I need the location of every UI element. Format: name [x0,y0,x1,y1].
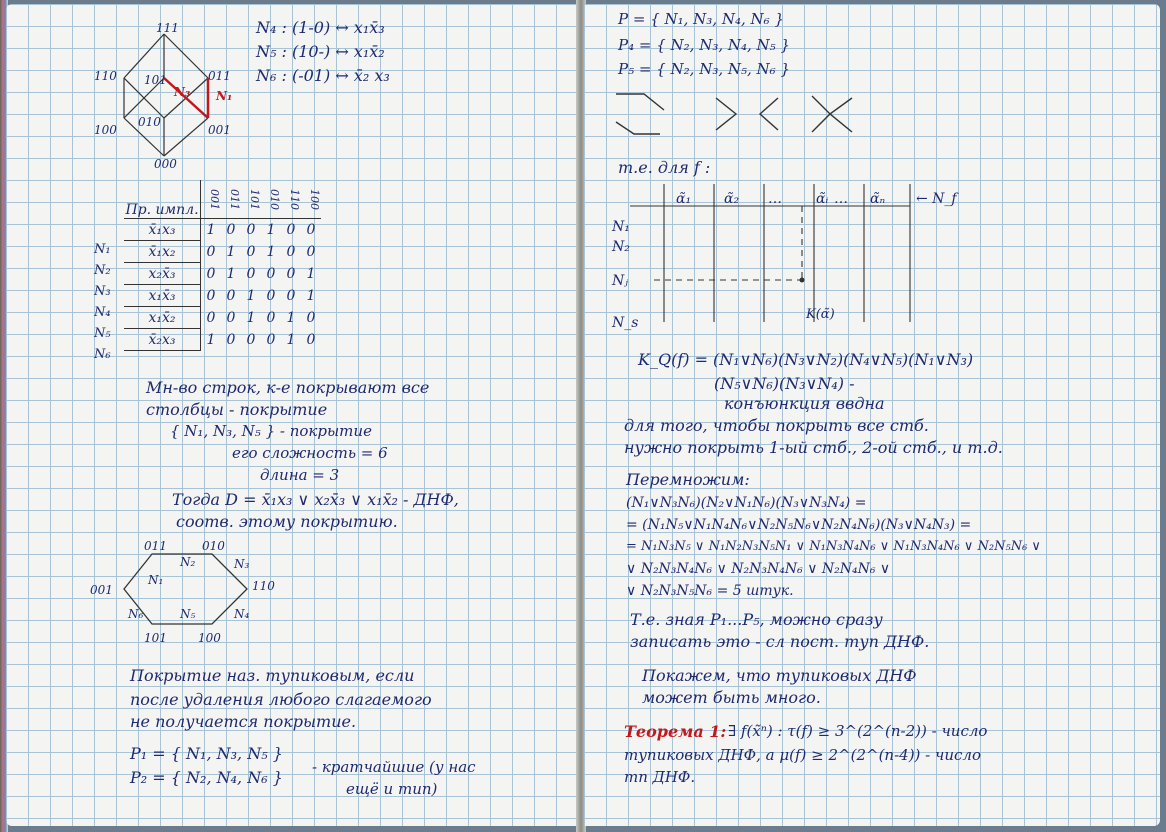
note-line: после удаления любого слагаемого [130,690,432,709]
cell: 1 [266,243,276,260]
row-label: x₁x̄₃ [124,285,201,307]
cell: 0 [266,265,276,282]
row-label: x̄₁x₂ [124,241,201,263]
cell: 0 [306,309,316,326]
theorem-line: тп ДНФ. [624,768,696,786]
note-line: его сложность = 6 [232,444,388,462]
hex-edge-label: N₅ [180,607,196,621]
note-line: P = { N₁, N₃, N₄, N₆ } [618,10,784,28]
table-header-label: Пр. импл. [124,180,201,219]
hex-edge-label: N₁ [148,573,164,587]
table-arrow-label: ← N_f [916,191,957,207]
cell: 0 [226,287,236,304]
column-code: 101 [241,180,261,219]
cell: 1 [306,287,316,304]
formula-line: ∨ N₂N₃N₄N₆ ∨ N₂N₃N₄N₆ ∨ N₂N₄N₆ ∨ [626,561,891,577]
row-tag: N₆ [94,347,111,362]
column-code: 100 [301,180,321,219]
column-code: 001 [201,180,222,219]
note-line: P₄ = { N₂, N₃, N₄, N₅ } [618,36,790,54]
table-row-label: Nⱼ [612,273,628,289]
column-code: 110 [281,180,301,219]
note-line: P₁ = { N₁, N₃, N₅ } [130,744,283,763]
table-row [124,285,321,307]
face-line: N₆ : (-01) ↔ x̄₂ x₃ [256,66,390,85]
note-line: может быть много. [642,688,821,707]
cell: 0 [201,285,222,307]
table-row [124,241,321,263]
cube-edge [164,118,208,156]
cell: 0 [306,331,316,348]
theorem-label: Теорема 1: [624,722,727,741]
cube-edge [164,34,208,78]
note-line: Покрытие наз. тупиковым, если [130,666,415,685]
cell: 0 [246,265,256,282]
cell: 0 [201,241,222,263]
table-header-cell: α̃₁ [676,191,692,207]
cube-vertex: 100 [94,123,117,137]
hex-edge-label: N₂ [180,555,196,569]
table-header-cell: α̃ₙ [870,191,886,207]
cell: 0 [306,243,316,260]
formula-line: = (N₁N₅∨N₁N₄N₆∨N₂N₅N₆∨N₂N₄N₆)(N₃∨N₄N₃) = [626,517,972,533]
table-row [124,329,321,351]
theorem-line: ∃ f(x̃ⁿ) : τ(f) ≥ 3^(2^(n-2)) - число [728,722,988,740]
cell: 1 [226,243,236,260]
row-label: x̄₂x₃ [124,329,201,351]
cell: 0 [286,221,296,238]
hex-vertex: 101 [144,631,167,645]
note-line: не получается покрытие. [130,712,357,731]
table-row-label: N₂ [612,239,630,255]
table-header-cell: … [768,191,782,207]
face-line: N₄ : (1-0) ↔ x₁x̄₃ [256,18,385,37]
column-code: 011 [221,180,241,219]
cell: 1 [286,309,296,326]
note-line: Перемножим: [626,470,750,489]
row-tag: N₂ [94,263,111,278]
cell: 1 [246,287,256,304]
row-tag: N₁ [94,242,111,257]
formula-line: K_Q(f) = (N₁∨N₆)(N₃∨N₂)(N₄∨N₅)(N₁∨N₃) [638,350,974,369]
row-tag: N₅ [94,326,111,341]
cube-vertex: 110 [94,69,117,83]
cell: 0 [226,331,236,348]
cube-diagram [96,18,236,171]
cube-vertex: 001 [208,123,231,137]
table-row [124,219,321,241]
cube-vertex: 000 [154,157,177,171]
table-note: K(α̃) [806,307,835,322]
hex-edge-label: N₄ [234,607,250,621]
hex-edge-label: N₆ [128,607,144,621]
formula-line: ∨ N₂N₃N₅N₆ = 5 штук. [626,583,794,599]
hex-vertex: 110 [252,579,275,593]
hex-vertex: 011 [144,539,167,553]
note-line: столбцы - покрытие [146,400,328,419]
cell: 1 [201,329,222,351]
hex-vertex: 001 [90,583,113,597]
row-tag: N₄ [94,305,111,320]
row-label: x₂x̄₃ [124,263,201,285]
cell: 0 [246,221,256,238]
note-line: конъюнкция ввдна [724,394,885,413]
cell: 0 [246,331,256,348]
note-line: т.е. для f : [618,158,711,177]
note-line: ещё и тип) [346,780,438,798]
table-header-cell: α̃ᵢ [816,191,829,207]
note-line: записать это - сл пост. туп ДНФ. [630,632,930,651]
left-page [6,4,578,826]
cell: 1 [266,221,276,238]
cell: 1 [306,265,316,282]
note-line: длина = 3 [260,466,340,484]
covering-table [124,180,321,351]
cell: 0 [306,221,316,238]
cell: 0 [226,309,236,326]
note-line: Тогда D = x̄₁x₃ ∨ x₂x̄₃ ∨ x₁x̄₂ - ДНФ, [172,490,459,509]
cell: 0 [266,287,276,304]
cell: 0 [286,265,296,282]
formula-line: (N₁∨N₃N₆)(N₂∨N₁N₆)(N₃∨N₃N₄) = [626,495,867,511]
right-page [584,4,1160,826]
cube-vertex: 010 [138,115,161,129]
note-line: для того, чтобы покрыть все стб. [624,416,929,435]
note-line: P₂ = { N₂, N₄, N₆ } [130,768,283,787]
table-row [124,263,321,285]
cube-vertex: 011 [208,69,231,83]
cube-vertex: 101 [144,73,167,87]
note-line: - кратчайшие (у нас [312,758,476,776]
cell: 0 [246,243,256,260]
cell: 1 [226,265,236,282]
column-code: 010 [261,180,281,219]
cell: 0 [226,221,236,238]
cell: 0 [266,309,276,326]
cell: 0 [266,331,276,348]
theorem-line: тупиковых ДНФ, а μ(f) ≥ 2^(2^(n-4)) - число [624,746,981,764]
table-header-cell: α̃₂ [724,191,740,207]
table-row [124,307,321,329]
note-line: P₅ = { N₂, N₃, N₅, N₆ } [618,60,790,78]
cube-red-label: N₃ [174,85,191,99]
cell: 0 [201,263,222,285]
cell: 0 [201,307,222,329]
hex-vertex: 100 [198,631,221,645]
formula-line: = N₁N₃N₅ ∨ N₁N₂N₃N₅N₁ ∨ N₁N₃N₄N₆ ∨ N₁N₃N₄N₆ ∨ N₂N₅N₆ ∨ [626,539,1041,554]
cell: 1 [246,309,256,326]
table-row-label: N_s [612,315,639,331]
table-row-label: N₁ [612,219,630,235]
cube-red-label: N₁ [216,89,233,103]
note-line: нужно покрыть 1-ый стб., 2-ой стб., и т.д. [624,438,1003,457]
cell: 1 [201,219,222,241]
face-line: N₅ : (10-) ↔ x₁x̄₂ [256,42,385,61]
corner-sketches [604,84,874,144]
cell: 0 [286,287,296,304]
hex-vertex: 010 [202,539,225,553]
cell: 0 [286,243,296,260]
note-line: Т.е. зная P₁...P₅, можно сразу [630,610,883,629]
cube-vertex: 111 [156,21,179,35]
cell: 1 [286,331,296,348]
row-label: x̄₁x₃ [124,219,201,241]
hex-edge-label: N₃ [234,557,250,571]
row-label: x₁x̄₂ [124,307,201,329]
row-tag: N₃ [94,284,111,299]
note-line: Мн-во строк, к-е покрывают все [146,378,430,397]
note-line: Покажем, что тупиковых ДНФ [642,666,917,685]
formula-line: (N₅∨N₆)(N₃∨N₄) - [714,374,855,393]
table-header-row [124,180,321,219]
note-line: соотв. этому покрытию. [176,512,398,531]
note-line: { N₁, N₃, N₅ } - покрытие [170,422,372,440]
table-header-cell: … [834,191,848,207]
cube-edge [124,34,164,78]
